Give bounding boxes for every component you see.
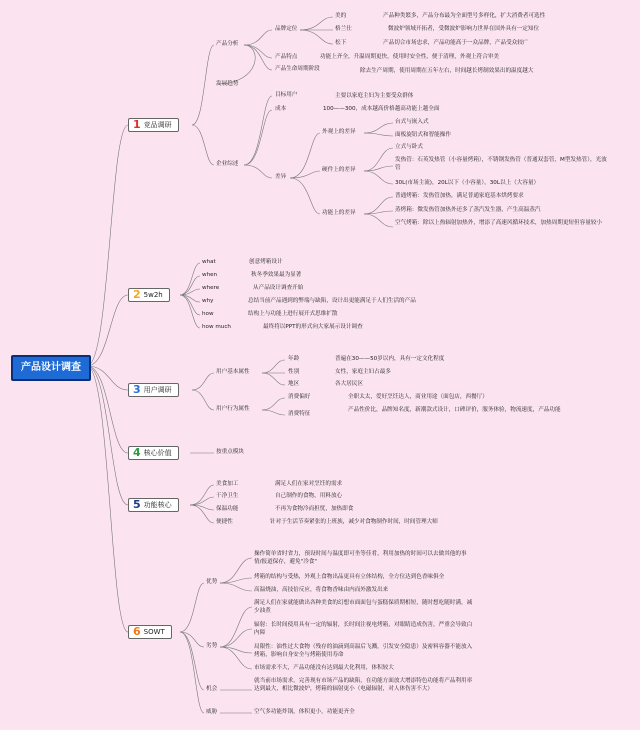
brand-desc: 微波炉领域开拓者，受微波炉影响力世界在国外具有一定知位 [388,26,540,32]
branch-number: 5 [133,498,141,511]
brand-name[interactable]: 格兰仕 [335,26,352,32]
strength-item: 高温烧油，高技倍反应，将食物香味由内而外激发出来 [254,587,389,593]
branch-number: 3 [133,383,141,396]
brand-name[interactable]: 松下 [335,40,347,46]
5w2h-key[interactable]: where [202,285,220,291]
function-key[interactable]: 保温功能 [216,506,239,512]
node-appearance-diff[interactable]: 外观上的差异 [322,129,356,135]
attr-value: 全职太太，爱好烹饪达人，商业用途（面包店，西餐厅） [348,394,488,400]
node-user-basic[interactable]: 用户基本属性 [216,369,250,375]
branch-label: 5w2h [143,291,163,299]
node-target-users[interactable]: 目标用户 [275,92,298,98]
brand-name[interactable]: 美的 [335,13,347,19]
strength-item: 烤箱的结构与受热，外观上食物出品更具有立体结构，全方位达到色香味俱全 [254,574,445,580]
node-lifecycle[interactable]: 产品生命周期阶段 [275,66,320,72]
root-node[interactable]: 产品设计调查 [11,355,91,381]
weakness-item: 满足人们在家就能做出各种美食的幻想市面面包与蛋糕保质期相短，随时想吃随时满，减少油煮 [254,600,473,615]
weakness-item: 局限性：油性过大食物（残存的油滴到高温后飞溅，引发安全隐患）及密料容器不能放入烤箱，影响自身安全与烤箱使用寿命 [254,644,473,659]
branch-label: 用户调研 [143,386,172,394]
node-strengths[interactable]: 优势 [206,579,218,585]
lifecycle-text: 除去生产周期，使用周期在五年左右，时间越长烤制效果出的温度越大 [360,68,534,74]
function-value: 满足人们在家对烹饪的需求 [275,481,343,487]
appearance-item: 台式与嵌入式 [395,119,429,125]
node-enterprise-overview[interactable]: 企业综述 [216,161,239,167]
node-threats[interactable]: 威胁 [206,709,218,715]
attr-value: 产品性价比，品牌知名度，新潮款式设计，口碑评价，服务体验，物流速度，产品功能 [348,407,561,413]
target-users-text: 主要以家庭主妇为主要受众群体 [335,93,414,99]
node-cost[interactable]: 成本 [275,106,287,112]
opportunity-text: 就当前市场需求，完善现有市场产品的缺陷，在功能方面放大增添特色功能将产品利用率达到最大，相比微波炉，烤箱的辐射更小（电磁辐射，对人体伤害不大） [254,678,473,693]
hardware-item: 30L(市场主流)，20L以下（小容量），30L以上（大容量） [395,180,540,186]
branch-label: 功能核心 [143,501,172,509]
attr-key[interactable]: 地区 [288,381,300,387]
branch-competitor-research[interactable] [128,118,179,132]
5w2h-value: 创意烤箱设计 [249,259,283,265]
node-product-analysis[interactable]: 产品分析 [216,41,239,47]
node-trend[interactable]: 发展趋势 [216,81,239,87]
attr-key[interactable]: 年龄 [288,356,300,362]
5w2h-value: 总结当前产品遇到的弊端与缺陷，设计出更能满足于人们生活的产品 [248,298,416,304]
function-value: 自己制作的食物，用料放心 [275,493,343,499]
core-value-item[interactable]: 按重点模块 [216,449,244,455]
features-text: 功能上齐全，升温周期更快，使用时安全性，便于清理，外观上符合审美 [320,54,500,60]
branch-user-research[interactable] [128,383,179,397]
brand-desc: 产品切合市场忠求，产品功能高于一众品牌，产品受众较广 [383,40,529,46]
5w2h-value: 从产品设计调查开始 [253,285,304,291]
branch-label: 核心价值 [143,449,172,457]
node-function-diff[interactable]: 功能上的差异 [322,210,356,216]
function-value: 不再为食物冷而担忧，加热即食 [275,506,354,512]
5w2h-value: 秋冬季效果最为显著 [251,272,302,278]
branch-sowt[interactable] [128,625,172,639]
attr-value: 女性，家庭主妇占最多 [335,369,391,375]
branch-number: 6 [133,625,141,638]
node-product-features[interactable]: 产品特点 [275,54,298,60]
weakness-item: 辐射：长时间使用具有一定的辐射，长时间注视电烤箱，对眼睛造成伤害，严重会导致白内障 [254,622,473,637]
cost-text: 100——300，成本越高价格越高功能上越全面 [323,106,440,112]
branch-number: 2 [133,288,141,301]
5w2h-value: 结构上与功能上进行展开式思维扩散 [248,311,338,317]
5w2h-key[interactable]: why [202,298,214,304]
function-key[interactable]: 干净卫生 [216,493,239,499]
function-key[interactable]: 便捷性 [216,519,233,525]
5w2h-value: 最终将以PPT的形式向大家展示设计调查 [263,324,363,330]
function-item: 蒸烤箱：微发热管加热外还多了蒸汽发生器，产生高温蒸汽 [395,207,541,213]
function-value: 针对于生活节奏紧张的上班族，减少对食物制作时间，时间管理大师 [270,519,438,525]
function-item: 普通烤箱：发热管加热，满足普通家庭基本烘烤要求 [395,193,524,199]
hardware-item: 发热管：石英发热管（小容量烤箱），不锈钢发热管（普通双套管，M型发热管），光波管 [395,157,607,172]
node-brand-positioning[interactable]: 品牌定位 [275,26,298,32]
node-user-behavior[interactable]: 用户行为属性 [216,406,250,412]
attr-key[interactable]: 消费特征 [288,411,311,417]
node-opportunities[interactable]: 机会 [206,686,218,692]
5w2h-key[interactable]: what [202,259,216,265]
attr-value: 各大居民区 [335,381,363,387]
attr-key[interactable]: 性别 [288,369,300,375]
threat-text: 空气多功能炸锅，体积更小，功能更齐全 [254,709,355,715]
function-item: 空气烤箱：除以上热辐射加热外，增添了高速风循环技术，加热周期更短但容量较小 [395,220,602,226]
node-hardware-diff[interactable]: 硬件上的差异 [322,167,356,173]
5w2h-key[interactable]: how much [202,324,231,330]
branch-number: 4 [133,446,141,459]
node-differences[interactable]: 差异 [275,174,287,180]
brand-desc: 产品种类繁多，产品分布最为全面型号多样化，扩大消费者可选性 [383,13,546,19]
weakness-item: 市场需求不大，产品功能没有达到最大化利用，体积较大 [254,665,394,671]
branch-function-core[interactable] [128,498,179,512]
appearance-item: 面板旋钮式和智能操作 [395,132,451,138]
branch-5w2h[interactable] [128,288,170,302]
attr-key[interactable]: 消费偏好 [288,394,311,400]
branch-label: 竞品调研 [143,121,172,129]
node-weaknesses[interactable]: 劣势 [206,643,218,649]
hardware-item: 立式与卧式 [395,144,423,150]
strength-item: 操作简单省时省力，预设时间与温度即可坐等佳肴，利用加热的时间可以去做其他的事情/报道保存，避免"冷食" [254,551,467,566]
5w2h-key[interactable]: when [202,272,218,278]
5w2h-key[interactable]: how [202,311,214,317]
branch-core-value[interactable] [128,446,179,460]
function-key[interactable]: 美食加工 [216,481,239,487]
branch-number: 1 [133,118,141,131]
branch-label: SOWT [143,628,165,636]
attr-value: 普遍在30——50岁以内，具有一定文化程度 [335,356,445,362]
